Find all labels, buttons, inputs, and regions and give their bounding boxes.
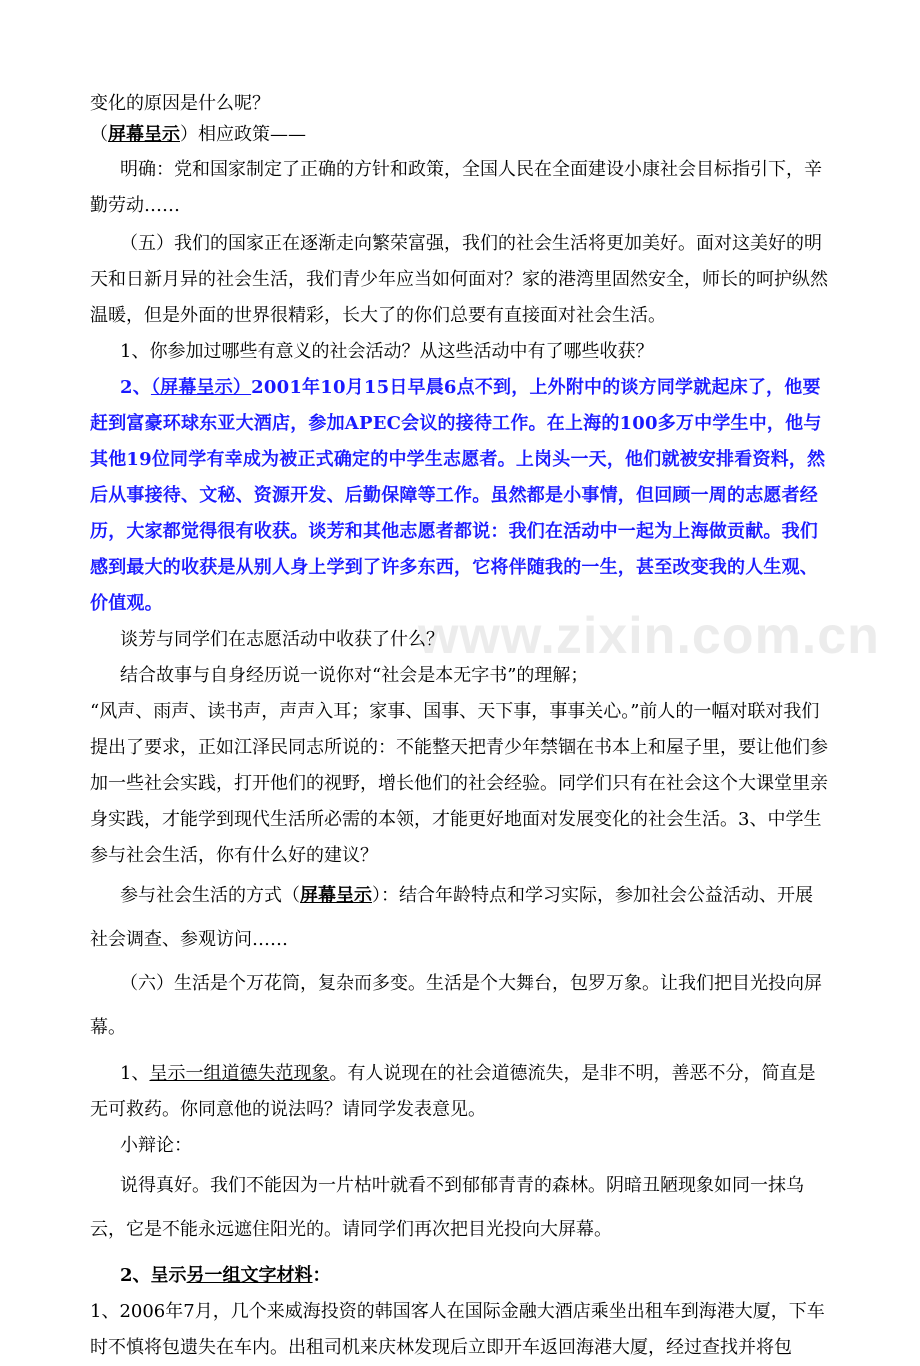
watermark: www.zixin.com.cn bbox=[418, 607, 880, 665]
paragraph-reason-question: 变化的原因是什么呢？ bbox=[90, 93, 270, 114]
paragraph-question-one: 1、你参加过哪些有意义的社会活动？从这些活动中有了哪些收获？ bbox=[120, 341, 654, 362]
paragraph-section-five: （五）我们的国家正在逐渐走向繁荣富强，我们的社会生活将更加美好。面对这美好的明天和日新月异的社会生活，我们青少年应当如何面对？家的港湾里固然安全，师长的呵护纵然温暖，但是外面的世界很精彩，长大了的你们总要有直接面对社会生活。 bbox=[90, 233, 828, 326]
paragraph-second-material: 2、呈示另一组文字材料： bbox=[120, 1265, 331, 1286]
paragraph-volunteer-story: 2、（屏幕呈示）2001年10月15日早晨6点不到，上外附中的谈方同学就起床了，他要赶到富豪环球东亚大酒店，参加APEC会议的接待工作。在上海的100多万中学生中，他与其他19位同学有幸成为被正式确定的中学生志愿者。上岗头一天，他们就被安排看资料，然后从事接待、文秘、资源开发、后勤保障等工作。虽然都是小事情，但回顾一周的志愿者经历，大家都觉得很有收获。谈芳和其他志愿者都说：我们在活动中一起为上海做贡献。我们感到最大的收获是从别人身上学到了许多东西，它将伴随我的一生，甚至改变我的人生观、价值观。 bbox=[90, 377, 826, 614]
screen-display-label: 屏幕呈示 bbox=[300, 885, 372, 906]
screen-display-label: （屏幕呈示） bbox=[150, 377, 252, 398]
moral-phenomena-label: 呈示一组道德失范现象 bbox=[149, 1063, 330, 1084]
paragraph-participation-ways: 参与社会生活的方式（屏幕呈示）：结合年龄特点和学习实际，参加社会公益活动、开展社会调查、参观访问…… bbox=[90, 885, 813, 950]
paragraph-well-said: 说得真好。我们不能因为一片枯叶就看不到郁郁青青的森林。阴暗丑陋现象如同一抹乌云，它是不能永远遮住阳光的。请同学们再次把目光投向大屏幕。 bbox=[90, 1175, 804, 1240]
paragraph-weihai-story: 1、2006年7月，几个来威海投资的韩国客人在国际金融大酒店乘坐出租车到海港大厦，下车时不慎将包遗失在车内。出租司机来庆林发现后立即开车返回海港大厦，经过查找并将包 bbox=[90, 1301, 825, 1358]
text-material-label: 另一组文字材料 bbox=[186, 1265, 313, 1286]
document-body bbox=[90, 88, 828, 1366]
paragraph-screen-policy: （屏幕呈示）相应政策—— bbox=[90, 124, 306, 145]
paragraph-moral-phenomena: 1、呈示一组道德失范现象。有人说现在的社会道德流失，是非不明，善恶不分，简直是无可救药。你同意他的说法吗？请同学发表意见。 bbox=[90, 1063, 816, 1120]
paragraph-clarification: 明确：党和国家制定了正确的方针和政策，全国人民在全面建设小康社会目标指引下，辛勤劳动…… bbox=[90, 159, 822, 216]
paragraph-couplet: “风声、雨声、读书声，声声入耳；家事、国事、天下事，事事关心。”前人的一幅对联对我们提出了要求，正如江泽民同志所说的：不能整天把青少年禁锢在书本上和屋子里，要让他们参加一些社会实践，打开他们的视野，增长他们的社会经验。同学们只有在社会这个大课堂里亲身实践，才能学到现代生活所必需的本领，才能更好地面对发展变化的社会生活。3、中学生参与社会生活，你有什么好的建议？ bbox=[90, 701, 828, 866]
screen-display-label: 屏幕呈示 bbox=[108, 124, 180, 145]
paragraph-book-without-words: 结合故事与自身经历说一说你对“社会是本无字书”的理解； bbox=[120, 665, 589, 686]
paragraph-debate-label: 小辩论： bbox=[120, 1135, 192, 1156]
paragraph-section-six: （六）生活是个万花筒，复杂而多变。生活是个大舞台，包罗万象。让我们把目光投向屏幕。 bbox=[90, 973, 822, 1038]
paragraph-question-tanfang: 谈芳与同学们在志愿活动中收获了什么？ bbox=[120, 629, 444, 650]
